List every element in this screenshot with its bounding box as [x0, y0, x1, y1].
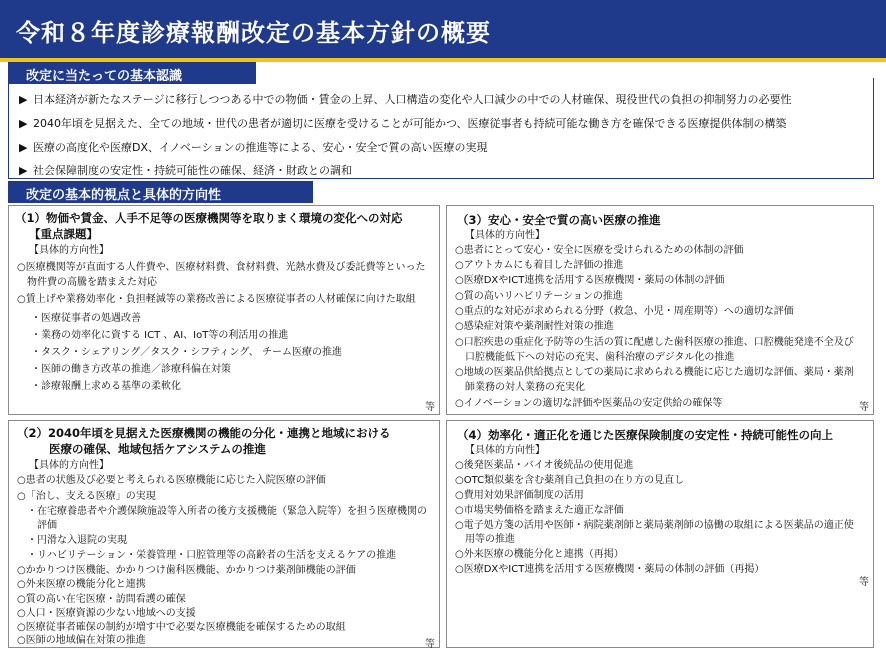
- page-title: 令和８年度診療報酬改定の基本方針の概要: [16, 19, 491, 47]
- recognition-item: ▶ 日本経済が新たなステージに移行しつつある中での物価・賃金の上昇、人口構造の変化や人口減少の中での人材確保、現役世代の負担の抑制努力の必要性: [19, 93, 792, 106]
- list-item: ・円滑な入退院の実現: [27, 535, 127, 546]
- list-item: ○地域の医薬品供給拠点としての薬局に求められる機能に応じた適切な評価、薬局・薬剤: [455, 367, 854, 378]
- panel-safe-quality-care: [446, 205, 874, 415]
- list-item: ○費用対効果評価制度の活用: [455, 490, 584, 501]
- list-item: ○質の高い在宅医療・訪問看護の確保: [17, 594, 186, 605]
- list-item: ○口腔疾患の重症化予防等の生活の質に配慮した歯科医療の推進、口腔機能発達不全及び: [455, 337, 854, 348]
- list-item: ・医療従事者の処遇改善: [31, 313, 141, 324]
- list-item: ○医療DXやICT連携を活用する医療機関・薬局の体制の評価: [455, 275, 725, 286]
- priority-badge: 【重点課題】: [29, 227, 98, 241]
- list-item: ○市場実勢価格を踏まえた適正な評価: [455, 505, 624, 516]
- etc-label: 等: [425, 402, 435, 413]
- recognition-item: ▶ 医療の高度化や医療DX、イノベーションの推進等による、安心・安全で質の高い医療の実現: [19, 141, 488, 154]
- panel-title: （4）効率化・適正化を通じた医療保険制度の安定性・持続可能性の向上: [457, 428, 833, 442]
- list-item: ○医療DXやICT連携を活用する医療機関・薬局の体制の評価（再掲）: [455, 564, 765, 575]
- panel-title: （2）2040年頃を見据えた医療機関の機能の分化・連携と地域における: [17, 426, 391, 440]
- list-item: ○重点的な対応が求められる分野（救急、小児・周産期等）への適切な評価: [455, 306, 794, 317]
- list-item: 用等の推進: [455, 534, 515, 545]
- panel-title: （3）安心・安全で質の高い医療の推進: [457, 213, 661, 227]
- recognition-item: ▶ 社会保障制度の安定性・持続可能性の確保、経済・財政との調和: [19, 164, 352, 177]
- list-item: ○外来医療の機能分化と連携: [17, 579, 146, 590]
- list-item: ○外来医療の機能分化と連携（再掲）: [455, 549, 624, 560]
- triangle-bullet-icon: ▶: [19, 117, 28, 130]
- list-item: ○医療従事者確保の制約が増す中で必要な医療機能を確保するための取組: [17, 622, 346, 633]
- list-item: ○「治し、支える医療」の実現: [17, 491, 156, 502]
- panel-efficiency: [446, 420, 874, 648]
- panel-title-line2: 医療の確保、地域包括ケアシステムの推進: [49, 442, 266, 456]
- list-item: ・リハビリテーション・栄養管理・口腔管理等の高齢者の生活を支えるケアの推進: [27, 550, 397, 561]
- direction-label: 【具体的方向性】: [465, 445, 545, 456]
- list-item: ○アウトカムにも着目した評価の推進: [455, 260, 624, 271]
- list-item: ・医師の働き方改革の推進／診療科偏在対策: [31, 364, 231, 375]
- list-item: ○医療機関等が直面する人件費や、医療材料費、食材料費、光熱水費及び委託費等といった: [17, 262, 426, 273]
- title-bar: [0, 0, 886, 62]
- triangle-bullet-icon: ▶: [19, 164, 28, 177]
- list-item: ○電子処方箋の活用や医師・病院薬剤師と薬局薬剤師の協働の取組による医薬品の適正使: [455, 520, 854, 531]
- list-item: ○患者にとって安心・安全に医療を受けられるための体制の評価: [455, 245, 744, 256]
- list-item: ・在宅療養患者や介護保険施設等入所者の後方支援機能（緊急入院等）を担う医療機関の: [27, 506, 427, 517]
- recognition-box: [8, 78, 874, 179]
- list-item: ○医師の地域偏在対策の推進: [17, 635, 146, 646]
- list-item: 評価: [27, 520, 57, 531]
- triangle-bullet-icon: ▶: [19, 141, 28, 154]
- etc-label: 等: [859, 402, 869, 413]
- panel-regional-care: [8, 420, 440, 648]
- list-item: ・業務の効率化に資する ICT 、AI、IoT等の利活用の推進: [31, 330, 289, 341]
- direction-label: 【具体的方向性】: [29, 460, 109, 471]
- list-item: ・診療報酬上求める基準の柔軟化: [31, 381, 181, 392]
- list-item: ・タスク・シェアリング／タスク・シフティング、 チーム医療の推進: [31, 347, 342, 358]
- list-item: 口腔機能低下への対応の充実、歯科治療のデジタル化の推進: [455, 352, 735, 363]
- list-item: ○イノベーションの適切な評価や医薬品の安定供給の確保等: [455, 398, 723, 409]
- panel-title: （1）物価や賃金、人手不足等の医療機関等を取りまく環境の変化への対応: [15, 211, 403, 225]
- list-item: ○人口・医療資源の少ない地域への支援: [17, 608, 196, 619]
- etc-label: 等: [859, 577, 869, 588]
- panel-environment-change: [8, 205, 440, 415]
- list-item: ○かかりつけ医機能、かかりつけ歯科医機能、かかりつけ薬剤師機能の評価: [17, 565, 356, 576]
- list-item: 師業務の対人業務の充実化: [455, 382, 585, 393]
- section-heading-viewpoints: 改定の基本的視点と具体的方向性: [8, 181, 313, 203]
- direction-label: 【具体的方向性】: [29, 245, 109, 256]
- list-item: 物件費の高騰を踏まえた対応: [17, 277, 157, 288]
- list-item: ○賃上げや業務効率化・負担軽減等の業務改善による医療従事者の人材確保に向けた取組: [17, 294, 416, 305]
- triangle-bullet-icon: ▶: [19, 93, 28, 106]
- list-item: ○感染症対策や薬剤耐性対策の推進: [455, 321, 614, 332]
- list-item: ○患者の状態及び必要と考えられる医療機能に応じた入院医療の評価: [17, 475, 326, 486]
- list-item: ○OTC類似薬を含む薬剤自己負担の在り方の見直し: [455, 475, 685, 486]
- etc-label: 等: [425, 639, 435, 650]
- direction-label: 【具体的方向性】: [465, 230, 545, 241]
- list-item: ○質の高いリハビリテーションの推進: [455, 291, 623, 302]
- section-heading-recognition: 改定に当たっての基本認識: [8, 62, 256, 84]
- list-item: ○後発医薬品・バイオ後続品の使用促進: [455, 460, 634, 471]
- recognition-item: ▶ 2040年頃を見据えた、全ての地域・世代の患者が適切に医療を受けることが可能かつ、医療従事者も持続可能な働き方を確保できる医療提供体制の構築: [19, 117, 787, 130]
